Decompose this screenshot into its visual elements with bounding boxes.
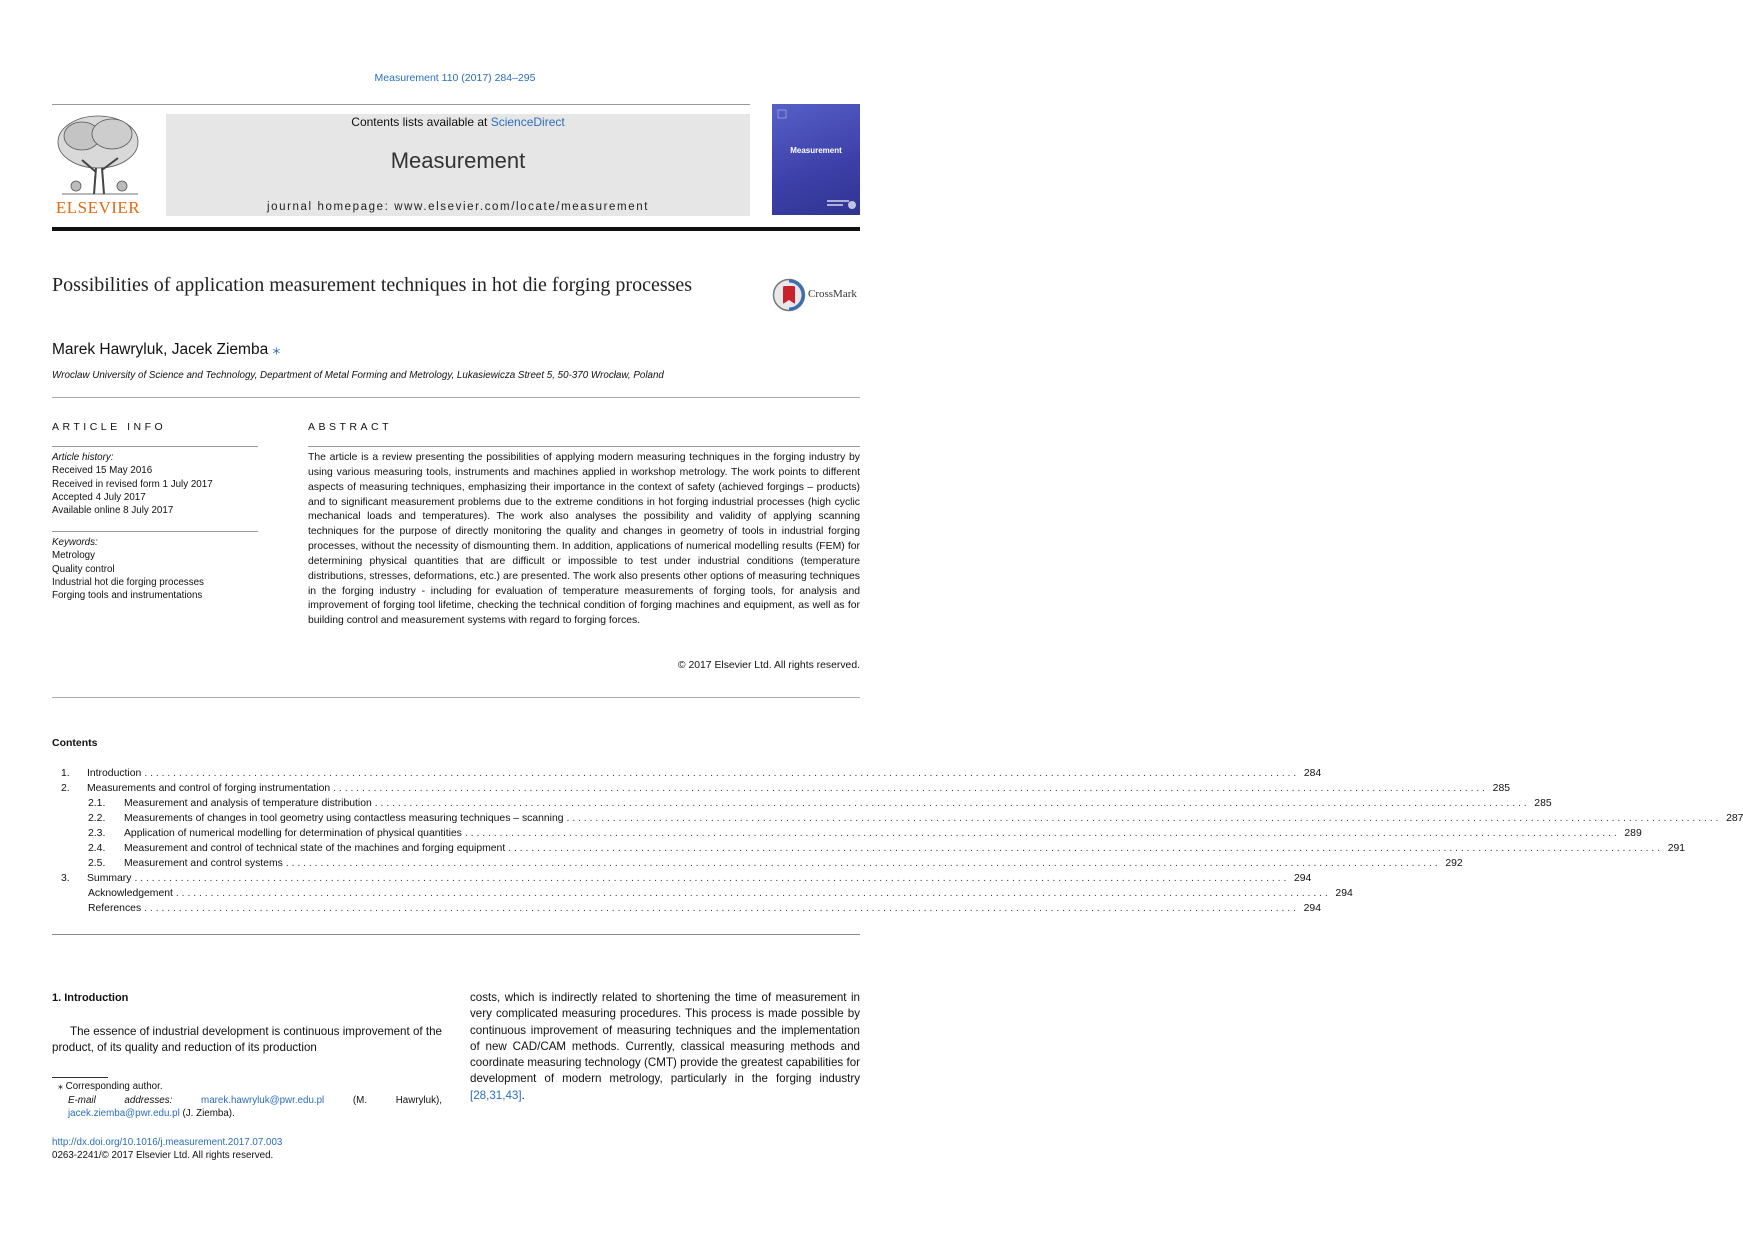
toc-number: 2.4. — [88, 843, 106, 854]
issn-copyright: 0263-2241/© 2017 Elsevier Ltd. All rights reserved. — [52, 1150, 274, 1161]
footnote-rule — [52, 1077, 108, 1078]
toc-number: 2.5. — [88, 858, 106, 869]
journal-homepage[interactable]: journal homepage: www.elsevier.com/locate/measurement — [266, 201, 650, 213]
toc-title[interactable]: Application of numerical modelling for determination of physical quantities — [124, 828, 462, 839]
keyword: Quality control — [52, 563, 115, 575]
history-revised: Received in revised form 1 July 2017 — [52, 478, 213, 490]
elsevier-wordmark: ELSEVIER — [55, 198, 141, 217]
toc-leader-dots: . . . . . . . . . . . . . . . . . . . . . . . . . . . . . . . . . . . . . . . . . . . . . . . . . . . . . . . . . . . . . . . . . . . . . . . . . . . . . . . . . . . . . . . . . . . . . . . . . . . . . . . . . . . . . . . . . . . . . . . . . . . . . . . . . . . . . . . . . . . . . . . . . . . . . . . . . . . . . . . . . . . . . . . . . . . . . . . . . . . . . . . . . . . . . . . . . . . . . . . . — [144, 768, 1297, 779]
toc-page-number: 294 — [1293, 873, 1312, 884]
email-owner-hawryluk: (M. Hawryluk), — [324, 1094, 442, 1106]
cover-art-icon — [772, 104, 860, 215]
introduction-text: costs, which is indirectly related to shortening the time of measurement in very complicated measuring procedures. This process is made possible by continuous improvement of measuring techniques and the implementation of new CAD/CAM methods. Currently, classical measuring methods and coordinate measuring technology (CMT) provide the greatest capabilities for development of modern metrology, particularly in the forging industry — [470, 991, 860, 1086]
journal-title: Measurement — [390, 148, 526, 173]
tree-icon — [52, 112, 144, 196]
journal-reference[interactable]: Measurement 110 (2017) 284–295 — [374, 72, 536, 84]
keywords-label: Keywords: — [52, 537, 98, 548]
history-received: Received 15 May 2016 — [52, 465, 153, 477]
info-rule — [52, 531, 258, 532]
toc-leader-dots: . . . . . . . . . . . . . . . . . . . . . . . . . . . . . . . . . . . . . . . . . . . . . . . . . . . . . . . . . . . . . . . . . . . . . . . . . . . . . . . . . . . . . . . . . . . . . . . . . . . . . . . . . . . . . . . . . . . . . . . . . . . . . . . . . . . . . . . . . . . . . . . . . . . . . . . . . . . . . . . . . . . . . . . . . . . . . . . . . . . . . . . . . . . . . . . . . . . . . . . . — [566, 813, 1719, 824]
keyword: Industrial hot die forging processes — [52, 576, 204, 588]
crossmark-label[interactable]: CrossMark — [808, 288, 857, 300]
toc-page-number: 294 — [1303, 903, 1321, 914]
article-title: Possibilities of application measurement techniques in hot die forging processes — [52, 274, 693, 296]
author-affiliation: Wroclaw University of Science and Technology, Department of Metal Forming and Metrology, Lukasiewicza Street 5, 50-370 Wrocław, Poland — [52, 370, 664, 381]
toc-number — [52, 901, 88, 916]
footnotes — [52, 1080, 442, 1121]
toc-title[interactable]: References — [88, 903, 142, 914]
toc-title[interactable]: Measurement and control of technical state of the machines and forging equipment — [124, 843, 506, 854]
section-divider — [52, 697, 860, 698]
toc-number: 2.1. — [88, 798, 106, 809]
history-label: Article history: — [52, 452, 114, 463]
history-accepted: Accepted 4 July 2017 — [52, 491, 146, 503]
toc-title[interactable]: Measurements and control of forging instrumentation — [87, 783, 331, 794]
toc-number: 1. — [61, 768, 70, 779]
toc-entry[interactable] — [52, 871, 1312, 886]
toc-entry[interactable] — [52, 796, 1552, 811]
abstract-text: The article is a review presenting the possibilities of applying modern measuring techniques in the forging industry by using various measuring tools, instruments and machines applied in workshop metrology. The work points to different aspects of measuring techniques, emphasizing their importance in the context of safety (achieved forgings – products) and to significant measurement problems due to the extreme conditions in hot forging industrial processes (high cyclic mechanical loads and temperatures). The work also analyses the possibility and validity of applying scanning techniques for the purpose of directly monitoring the quality and changes in geometry of tools in industrial forging processes, without the necessity of dismounting them. In addition, applications of numerical modelling results (FEM) for determining physical quantities that are difficult or impossible to test under industrial conditions (temperature distributions, stresses, deformations, etc.) are presented. The work also presents other options of measuring techniques in the forging industry - including for evaluation of temperature measurements of forging tools, for analysis and improvement of forging tool lifetime, checking the technical condition of forging machines and equipment, as well as for building control and measurement systems with regard to forging forces. — [308, 452, 860, 627]
email-link-ziemba[interactable]: jacek.ziemba@pwr.edu.pl — [68, 1108, 180, 1120]
section-divider — [52, 397, 860, 398]
email-label: E-mail addresses: — [68, 1094, 173, 1106]
toc-leader-dots: . . . . . . . . . . . . . . . . . . . . . . . . . . . . . . . . . . . . . . . . . . . . . . . . . . . . . . . . . . . . . . . . . . . . . . . . . . . . . . . . . . . . . . . . . . . . . . . . . . . . . . . . . . . . . . . . . . . . . . . . . . . . . . . . . . . . . . . . . . . . . . . . . . . . . . . . . . . . . . . . . . . . . . . . . . . . . . . . . . . . . . . . . . . . . . . . . . . . . . . . — [285, 858, 1438, 869]
info-rule — [52, 446, 258, 447]
toc-title[interactable]: Introduction — [87, 768, 142, 779]
toc-leader-dots: . . . . . . . . . . . . . . . . . . . . . . . . . . . . . . . . . . . . . . . . . . . . . . . . . . . . . . . . . . . . . . . . . . . . . . . . . . . . . . . . . . . . . . . . . . . . . . . . . . . . . . . . . . . . . . . . . . . . . . . . . . . . . . . . . . . . . . . . . . . . . . . . . . . . . . . . . . . . . . . . . . . . . . . . . . . . . . . . . . . . . . . . . . . . . . . . . . . . . . . . — [508, 843, 1661, 854]
toc-entry[interactable] — [52, 811, 1743, 826]
toc-entry[interactable] — [52, 841, 1686, 856]
introduction-paragraph-right — [470, 990, 860, 1104]
toc-page-number: 285 — [1492, 783, 1511, 794]
article-info-heading: ARTICLE INFO — [52, 421, 167, 433]
introduction-heading: 1. Introduction — [52, 992, 129, 1004]
toc-page-number: 289 — [1624, 828, 1642, 839]
toc-page-number: 292 — [1445, 858, 1463, 869]
keywords — [52, 536, 258, 602]
toc-entry[interactable] — [52, 886, 1353, 901]
toc-page-number: 291 — [1667, 843, 1686, 854]
toc-title[interactable]: Summary — [87, 873, 132, 884]
email-owner-ziemba: (J. Ziemba). — [179, 1108, 235, 1120]
toc-leader-dots: . . . . . . . . . . . . . . . . . . . . . . . . . . . . . . . . . . . . . . . . . . . . . . . . . . . . . . . . . . . . . . . . . . . . . . . . . . . . . . . . . . . . . . . . . . . . . . . . . . . . . . . . . . . . . . . . . . . . . . . . . . . . . . . . . . . . . . . . . . . . . . . . . . . . . . . . . . . . . . . . . . . . . . . . . . . . . . . . . . . . . . . . . . . . . . . . . . . . . . . . — [134, 873, 1287, 884]
toc-entry[interactable] — [52, 826, 1642, 841]
toc-leader-dots: . . . . . . . . . . . . . . . . . . . . . . . . . . . . . . . . . . . . . . . . . . . . . . . . . . . . . . . . . . . . . . . . . . . . . . . . . . . . . . . . . . . . . . . . . . . . . . . . . . . . . . . . . . . . . . . . . . . . . . . . . . . . . . . . . . . . . . . . . . . . . . . . . . . . . . . . . . . . . . . . . . . . . . . . . . . . . . . . . . . . . . . . . . . . . . . . . . . . . . . . — [144, 903, 1296, 914]
abstract-copyright: © 2017 Elsevier Ltd. All rights reserved. — [677, 660, 860, 671]
header-rule — [52, 104, 750, 105]
toc-entry[interactable] — [52, 856, 1463, 871]
toc-number: 3. — [61, 873, 70, 884]
crossmark-icon — [772, 278, 806, 312]
toc-entry[interactable] — [52, 781, 1511, 796]
toc-title[interactable]: Measurements of changes in tool geometry using contactless measuring techniques – scanning — [124, 813, 564, 824]
abstract-rule — [308, 446, 860, 447]
doi-link[interactable]: http://dx.doi.org/10.1016/j.measurement.2017.07.003 — [52, 1137, 283, 1148]
toc-number — [52, 886, 88, 901]
toc-number: 2.2. — [88, 813, 106, 824]
toc-entry[interactable] — [52, 766, 1322, 781]
toc-page-number: 287 — [1726, 813, 1743, 824]
email-link-hawryluk[interactable]: marek.hawryluk@pwr.edu.pl — [201, 1094, 325, 1106]
introduction-paragraph-left: The essence of industrial development is continuous improvement of the product, of its quality and reduction of its production — [52, 1025, 442, 1055]
author-names: Marek Hawryluk, Jacek Ziemba — [52, 341, 269, 358]
section-divider — [52, 934, 860, 935]
toc-title[interactable]: Measurement and control systems — [124, 858, 283, 869]
toc-leader-dots: . . . . . . . . . . . . . . . . . . . . . . . . . . . . . . . . . . . . . . . . . . . . . . . . . . . . . . . . . . . . . . . . . . . . . . . . . . . . . . . . . . . . . . . . . . . . . . . . . . . . . . . . . . . . . . . . . . . . . . . . . . . . . . . . . . . . . . . . . . . . . . . . . . . . . . . . . . . . . . . . . . . . . . . . . . . . . . . . . . . . . . . . . . . . . . . . . . . . . . . . — [374, 798, 1527, 809]
toc-leader-dots: . . . . . . . . . . . . . . . . . . . . . . . . . . . . . . . . . . . . . . . . . . . . . . . . . . . . . . . . . . . . . . . . . . . . . . . . . . . . . . . . . . . . . . . . . . . . . . . . . . . . . . . . . . . . . . . . . . . . . . . . . . . . . . . . . . . . . . . . . . . . . . . . . . . . . . . . . . . . . . . . . . . . . . . . . . . . . . . . . . . . . . . . . . . . . . . . . . . . . . . . — [175, 888, 1328, 899]
keyword: Metrology — [52, 550, 96, 562]
author-list — [52, 340, 280, 359]
toc-title[interactable]: Acknowledgement — [88, 888, 173, 899]
toc-leader-dots: . . . . . . . . . . . . . . . . . . . . . . . . . . . . . . . . . . . . . . . . . . . . . . . . . . . . . . . . . . . . . . . . . . . . . . . . . . . . . . . . . . . . . . . . . . . . . . . . . . . . . . . . . . . . . . . . . . . . . . . . . . . . . . . . . . . . . . . . . . . . . . . . . . . . . . . . . . . . . . . . . . . . . . . . . . . . . . . . . . . . . . . . . . . . . . . . . . . . . . . . — [464, 828, 1617, 839]
toc-number: 2. — [61, 783, 70, 794]
citation-link[interactable]: [28,31,43] — [470, 1088, 522, 1102]
corresponding-author-mark[interactable]: ⁎ — [272, 341, 281, 358]
toc-leader-dots: . . . . . . . . . . . . . . . . . . . . . . . . . . . . . . . . . . . . . . . . . . . . . . . . . . . . . . . . . . . . . . . . . . . . . . . . . . . . . . . . . . . . . . . . . . . . . . . . . . . . . . . . . . . . . . . . . . . . . . . . . . . . . . . . . . . . . . . . . . . . . . . . . . . . . . . . . . . . . . . . . . . . . . . . . . . . . . . . . . . . . . . . . . . . . . . . . . . . . . . . — [333, 783, 1486, 794]
journal-cover-image — [772, 104, 860, 215]
history-online: Available online 8 July 2017 — [52, 505, 174, 517]
header-thick-rule — [52, 227, 860, 231]
cover-title: Measurement — [790, 146, 842, 155]
toc-page-number: 284 — [1303, 768, 1322, 779]
toc-number: 2.3. — [88, 828, 106, 839]
contents-prefix: Contents lists available at — [351, 115, 491, 129]
toc-page-number: 294 — [1335, 888, 1353, 899]
article-history — [52, 451, 258, 517]
corresponding-author-note: ⁎ Corresponding author. — [58, 1081, 163, 1092]
contents-heading: Contents — [52, 737, 98, 749]
sciencedirect-link[interactable]: ScienceDirect — [490, 115, 565, 129]
toc-page-number: 285 — [1534, 798, 1552, 809]
table-of-contents — [52, 766, 1743, 916]
contents-availability — [166, 115, 750, 129]
introduction-end: . — [521, 1088, 525, 1102]
toc-entry[interactable] — [52, 901, 1321, 916]
abstract-heading: ABSTRACT — [308, 421, 393, 433]
keyword: Forging tools and instrumentations — [52, 590, 203, 602]
toc-title[interactable]: Measurement and analysis of temperature distribution — [124, 798, 372, 809]
